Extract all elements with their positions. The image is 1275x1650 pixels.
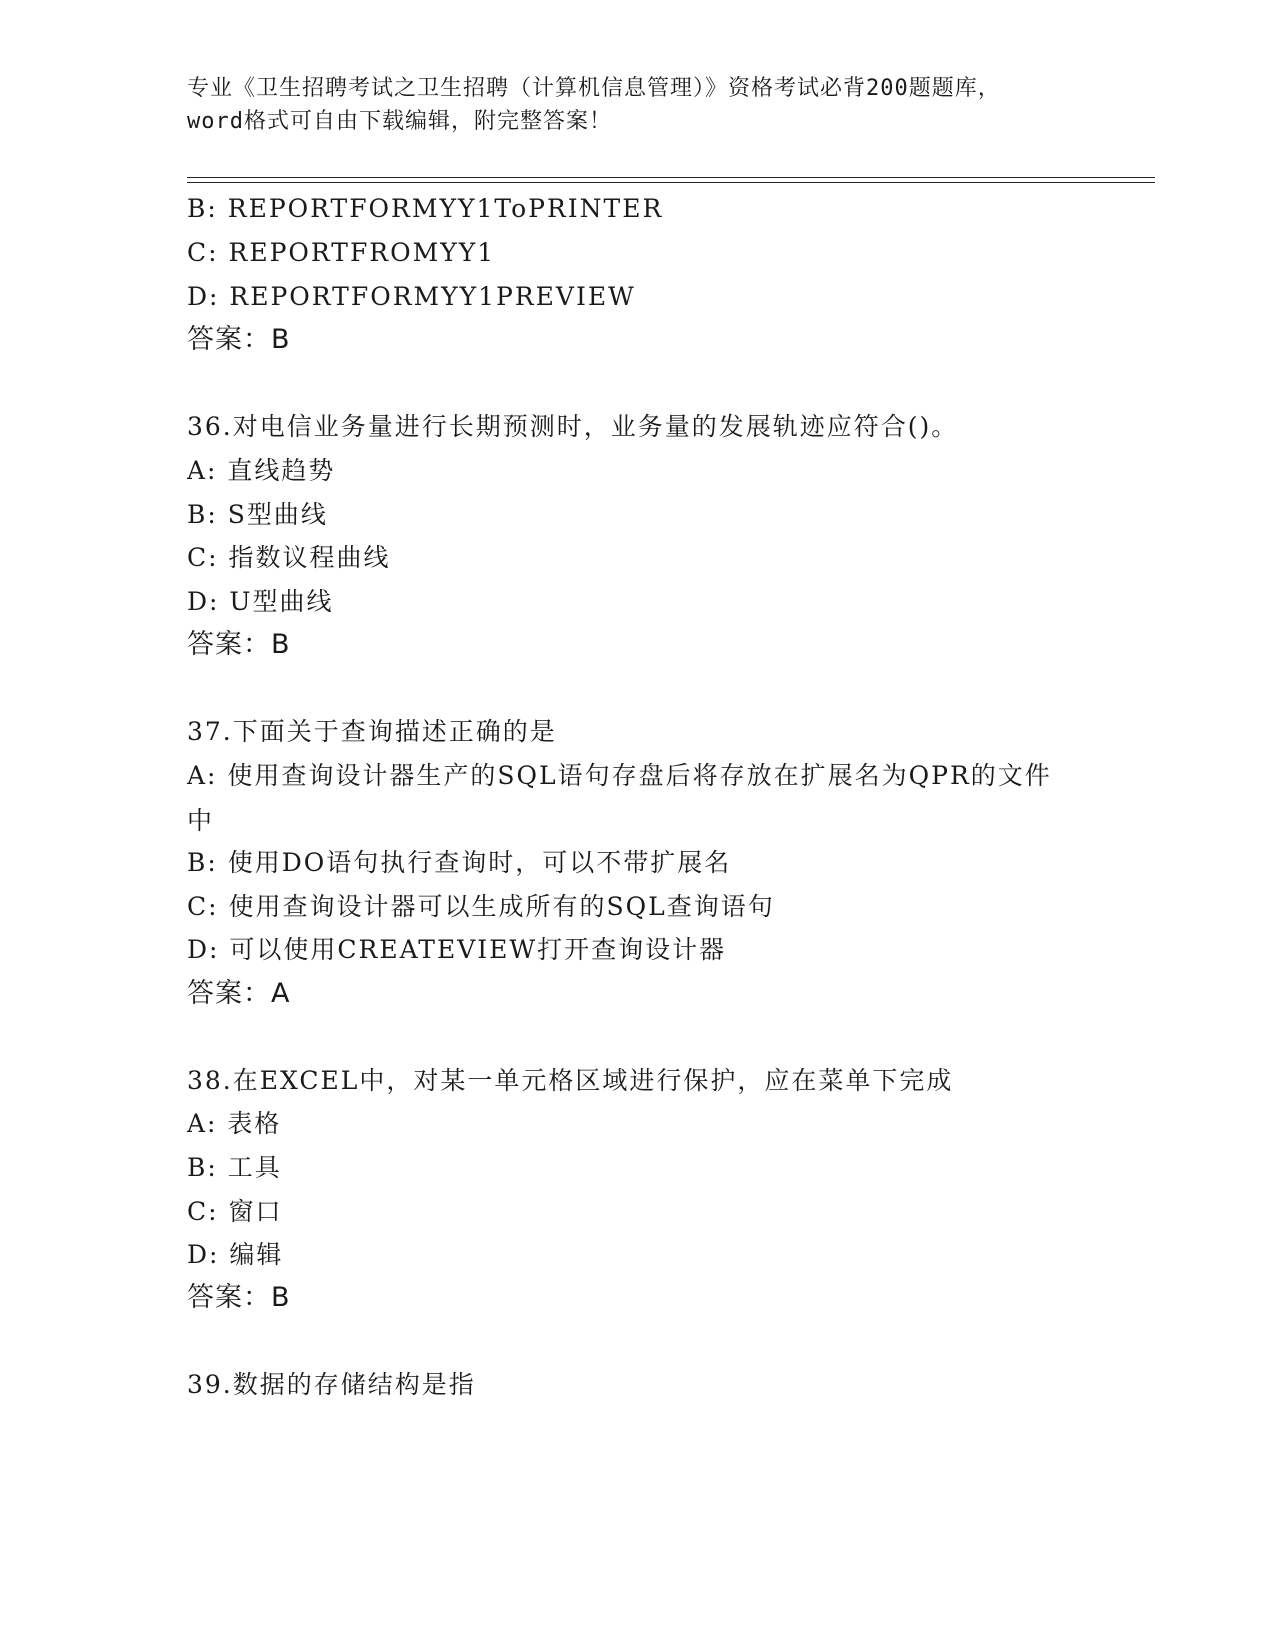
question-stem: 36.对电信业务量进行长期预测时，业务量的发展轨迹应符合()。 bbox=[187, 412, 959, 441]
option-b: B: S型曲线 bbox=[187, 500, 328, 529]
option-c: C: 窗口 bbox=[187, 1197, 283, 1226]
option-d: D: REPORTFORMYY1PREVIEW bbox=[187, 282, 636, 311]
option-b: B: 工具 bbox=[187, 1153, 282, 1182]
header-line-1: 专业《卫生招聘考试之卫生招聘（计算机信息管理）》资格考试必背200题题库， bbox=[187, 76, 1001, 101]
option-c: C: REPORTFROMYY1 bbox=[187, 238, 496, 267]
option-c: C: 使用查询设计器可以生成所有的SQL查询语句 bbox=[187, 892, 775, 921]
option-d: D: 可以使用CREATEVIEW打开查询设计器 bbox=[187, 935, 727, 964]
answer-label: 答案：B bbox=[187, 1282, 291, 1313]
option-b: B: REPORTFORMYY1ToPRINTER bbox=[187, 194, 664, 223]
header-divider-bottom bbox=[187, 182, 1155, 183]
option-a: A: 直线趋势 bbox=[187, 456, 336, 485]
header-divider-top bbox=[187, 177, 1155, 178]
document-header bbox=[187, 72, 1087, 138]
answer-label: 答案：B bbox=[187, 629, 291, 660]
header-line-2: word格式可自由下载编辑，附完整答案！ bbox=[187, 109, 612, 134]
option-b: B: 使用DO语句执行查询时，可以不带扩展名 bbox=[187, 848, 732, 877]
option-a: A: 表格 bbox=[187, 1109, 282, 1138]
question-stem: 37.下面关于查询描述正确的是 bbox=[187, 717, 557, 746]
answer-label: 答案：A bbox=[187, 978, 291, 1009]
question-stem: 39.数据的存储结构是指 bbox=[187, 1370, 476, 1399]
option-a: A: 使用查询设计器生产的SQL语句存盘后将存放在扩展名为QPR的文件中 bbox=[187, 761, 1052, 835]
option-d: D: 编辑 bbox=[187, 1240, 284, 1269]
answer-label: 答案：B bbox=[187, 324, 291, 355]
option-c: C: 指数议程曲线 bbox=[187, 543, 391, 572]
question-stem: 38.在EXCEL中，对某一单元格区域进行保护，应在菜单下完成 bbox=[187, 1066, 954, 1095]
option-d: D: U型曲线 bbox=[187, 587, 334, 616]
